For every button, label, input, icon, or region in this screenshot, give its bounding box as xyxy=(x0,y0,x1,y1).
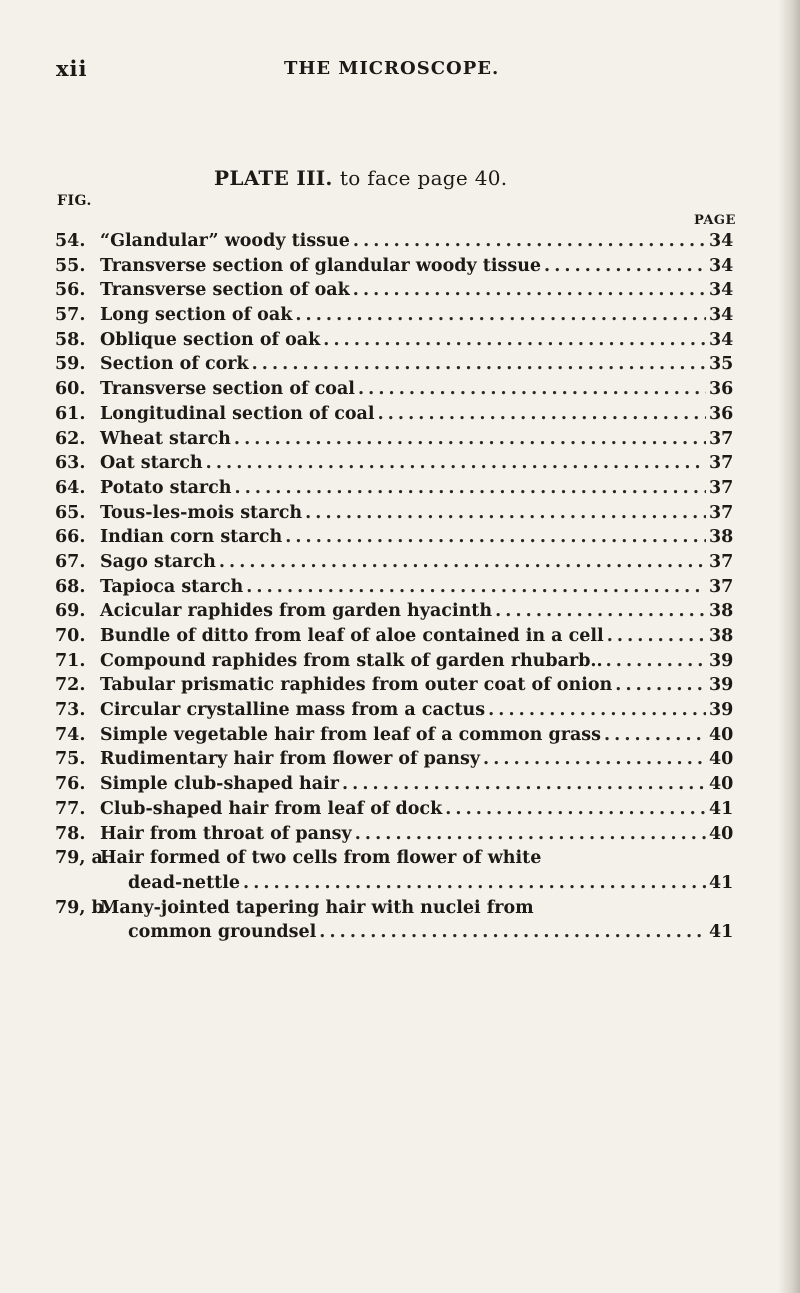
list-item xyxy=(55,848,735,873)
fig-page: 34 xyxy=(709,231,734,251)
fig-caption: Hair from throat of pansy xyxy=(100,823,352,844)
fig-caption: common groundsel xyxy=(128,922,317,943)
fig-page: 39 xyxy=(709,650,734,671)
page-edge-shadow xyxy=(778,0,800,1293)
fig-page: 37 xyxy=(709,576,734,597)
dot-leader xyxy=(219,552,706,572)
fig-caption: Simple club-shaped hair xyxy=(100,774,339,795)
fig-page: 35 xyxy=(709,354,734,375)
page-number: xii xyxy=(56,56,88,81)
list-item xyxy=(55,503,735,528)
dot-leader xyxy=(604,725,706,745)
list-item xyxy=(55,231,735,256)
list-item xyxy=(55,799,735,824)
fig-number: 72. xyxy=(55,675,86,696)
fig-page: 37 xyxy=(709,502,734,523)
fig-number: 57. xyxy=(55,305,86,326)
fig-column-header: FIG. xyxy=(57,193,92,209)
dot-leader xyxy=(319,922,706,942)
dot-leader xyxy=(353,280,706,300)
fig-number: 54. xyxy=(55,231,86,251)
fig-page: 40 xyxy=(709,774,734,795)
fig-page: 37 xyxy=(709,477,734,498)
list-item xyxy=(55,404,735,429)
dot-leader xyxy=(305,503,706,523)
list-item xyxy=(55,824,735,849)
fig-number: 61. xyxy=(55,403,86,424)
fig-page: 38 xyxy=(709,527,734,548)
fig-caption: Tapioca starch xyxy=(100,576,244,597)
fig-number: 60. xyxy=(55,379,86,400)
fig-number: 62. xyxy=(55,428,86,449)
fig-caption: dead-nettle xyxy=(128,872,241,893)
fig-number: 66. xyxy=(55,527,86,548)
list-item xyxy=(55,256,735,281)
plate-to-face: to face page 40. xyxy=(339,166,508,190)
fig-caption: Club-shaped hair from leaf of dock xyxy=(100,798,443,819)
dot-leader xyxy=(495,601,706,621)
fig-page: 41 xyxy=(709,922,734,943)
fig-number: 63. xyxy=(55,453,86,474)
dot-leader xyxy=(615,675,706,695)
list-item xyxy=(55,675,735,700)
fig-caption: Bundle of ditto from leaf of aloe contained in a cell xyxy=(100,626,604,646)
fig-number: 79, b. xyxy=(55,897,110,918)
list-item xyxy=(55,527,735,552)
dot-leader xyxy=(243,873,706,893)
dot-leader xyxy=(323,330,706,350)
fig-caption: Long section of oak xyxy=(100,305,293,326)
fig-page: 34 xyxy=(709,305,734,326)
list-item xyxy=(55,429,735,454)
dot-leader xyxy=(355,824,706,844)
running-title: THE MICROSCOPE. xyxy=(284,58,500,79)
dot-leader xyxy=(295,305,706,325)
list-item xyxy=(55,749,735,774)
fig-page: 41 xyxy=(709,872,734,893)
fig-caption: Transverse section of coal xyxy=(100,379,355,400)
fig-page: 36 xyxy=(709,403,734,424)
fig-caption: Wheat starch xyxy=(100,428,231,449)
dot-leader xyxy=(483,749,706,769)
dot-leader xyxy=(445,799,706,819)
dot-leader xyxy=(235,478,706,498)
list-item xyxy=(55,354,735,379)
page-column-header: PAGE xyxy=(694,213,736,228)
fig-caption: Indian corn starch xyxy=(100,527,283,548)
list-item xyxy=(55,330,735,355)
fig-number: 64. xyxy=(55,477,86,498)
list-item xyxy=(55,280,735,305)
fig-page: 37 xyxy=(709,453,734,474)
figure-list xyxy=(55,231,735,947)
dot-leader xyxy=(378,404,706,424)
fig-number: 67. xyxy=(55,551,86,572)
fig-number: 73. xyxy=(55,700,86,721)
fig-caption: Longitudinal section of coal xyxy=(100,403,375,424)
list-item xyxy=(55,898,735,923)
fig-caption: Sago starch xyxy=(100,551,216,572)
fig-page: 39 xyxy=(709,675,734,696)
fig-number: 70. xyxy=(55,626,86,646)
dot-leader xyxy=(285,527,706,547)
fig-number: 56. xyxy=(55,280,86,301)
fig-number: 69. xyxy=(55,601,86,622)
list-item xyxy=(55,651,735,676)
fig-number: 76. xyxy=(55,774,86,795)
list-item xyxy=(55,305,735,330)
fig-page: 34 xyxy=(709,255,734,276)
fig-caption: Circular crystalline mass from a cactus xyxy=(100,700,486,721)
dot-leader xyxy=(358,379,706,399)
fig-caption: Tabular prismatic raphides from outer coat of onion xyxy=(100,675,613,696)
fig-page: 37 xyxy=(709,428,734,449)
list-item xyxy=(55,873,735,898)
fig-caption: Compound raphides from stalk of garden rhubarb.. xyxy=(100,650,603,671)
fig-caption: Hair formed of two cells from flower of white xyxy=(100,848,542,869)
fig-number: 65. xyxy=(55,502,86,523)
list-item xyxy=(55,626,735,651)
fig-number: 71. xyxy=(55,650,86,671)
fig-caption: Simple vegetable hair from leaf of a common grass xyxy=(100,724,601,745)
fig-number: 55. xyxy=(55,255,86,276)
list-item xyxy=(55,478,735,503)
fig-page: 36 xyxy=(709,379,734,400)
dot-leader xyxy=(544,256,706,276)
dot-leader xyxy=(252,354,706,374)
fig-number: 75. xyxy=(55,749,86,770)
fig-page: 40 xyxy=(709,724,734,745)
list-item xyxy=(55,922,735,947)
fig-caption: Transverse section of glandular woody tissue xyxy=(100,255,542,276)
plate-title: PLATE III. xyxy=(214,166,333,190)
dot-leader xyxy=(607,626,706,646)
list-item xyxy=(55,552,735,577)
fig-caption: Rudimentary hair from flower of pansy xyxy=(100,749,481,770)
fig-page: 38 xyxy=(709,601,734,622)
fig-page: 37 xyxy=(709,551,734,572)
dot-leader xyxy=(606,651,706,671)
fig-page: 39 xyxy=(709,700,734,721)
fig-caption: Many-jointed tapering hair with nuclei from xyxy=(100,897,534,918)
fig-caption: Tous-les-mois starch xyxy=(100,502,303,523)
list-item xyxy=(55,725,735,750)
list-item xyxy=(55,379,735,404)
list-item xyxy=(55,577,735,602)
fig-caption: Acicular raphides from garden hyacinth xyxy=(100,601,493,622)
fig-page: 41 xyxy=(709,798,734,819)
fig-number: 79, a. xyxy=(55,848,109,869)
fig-page: 38 xyxy=(709,626,734,646)
fig-page: 34 xyxy=(709,280,734,301)
list-item xyxy=(55,700,735,725)
fig-number: 77. xyxy=(55,798,86,819)
fig-caption: Oat starch xyxy=(100,453,203,474)
fig-caption: Oblique section of oak xyxy=(100,329,321,350)
dot-leader xyxy=(246,577,706,597)
fig-caption: Section of cork xyxy=(100,354,249,375)
fig-number: 78. xyxy=(55,823,86,844)
list-item xyxy=(55,453,735,478)
dot-leader xyxy=(206,453,706,473)
fig-number: 58. xyxy=(55,329,86,350)
fig-caption: Potato starch xyxy=(100,477,232,498)
dot-leader xyxy=(353,231,706,251)
fig-caption: Transverse section of oak xyxy=(100,280,350,301)
list-item xyxy=(55,601,735,626)
dot-leader xyxy=(234,429,706,449)
plate-heading xyxy=(214,166,507,190)
fig-page: 40 xyxy=(709,749,734,770)
fig-page: 40 xyxy=(709,823,734,844)
fig-page: 34 xyxy=(709,329,734,350)
dot-leader xyxy=(488,700,706,720)
fig-caption: “Glandular” woody tissue xyxy=(100,231,350,251)
fig-number: 59. xyxy=(55,354,86,375)
dot-leader xyxy=(342,774,706,794)
list-item xyxy=(55,774,735,799)
fig-number: 68. xyxy=(55,576,86,597)
fig-number: 74. xyxy=(55,724,86,745)
